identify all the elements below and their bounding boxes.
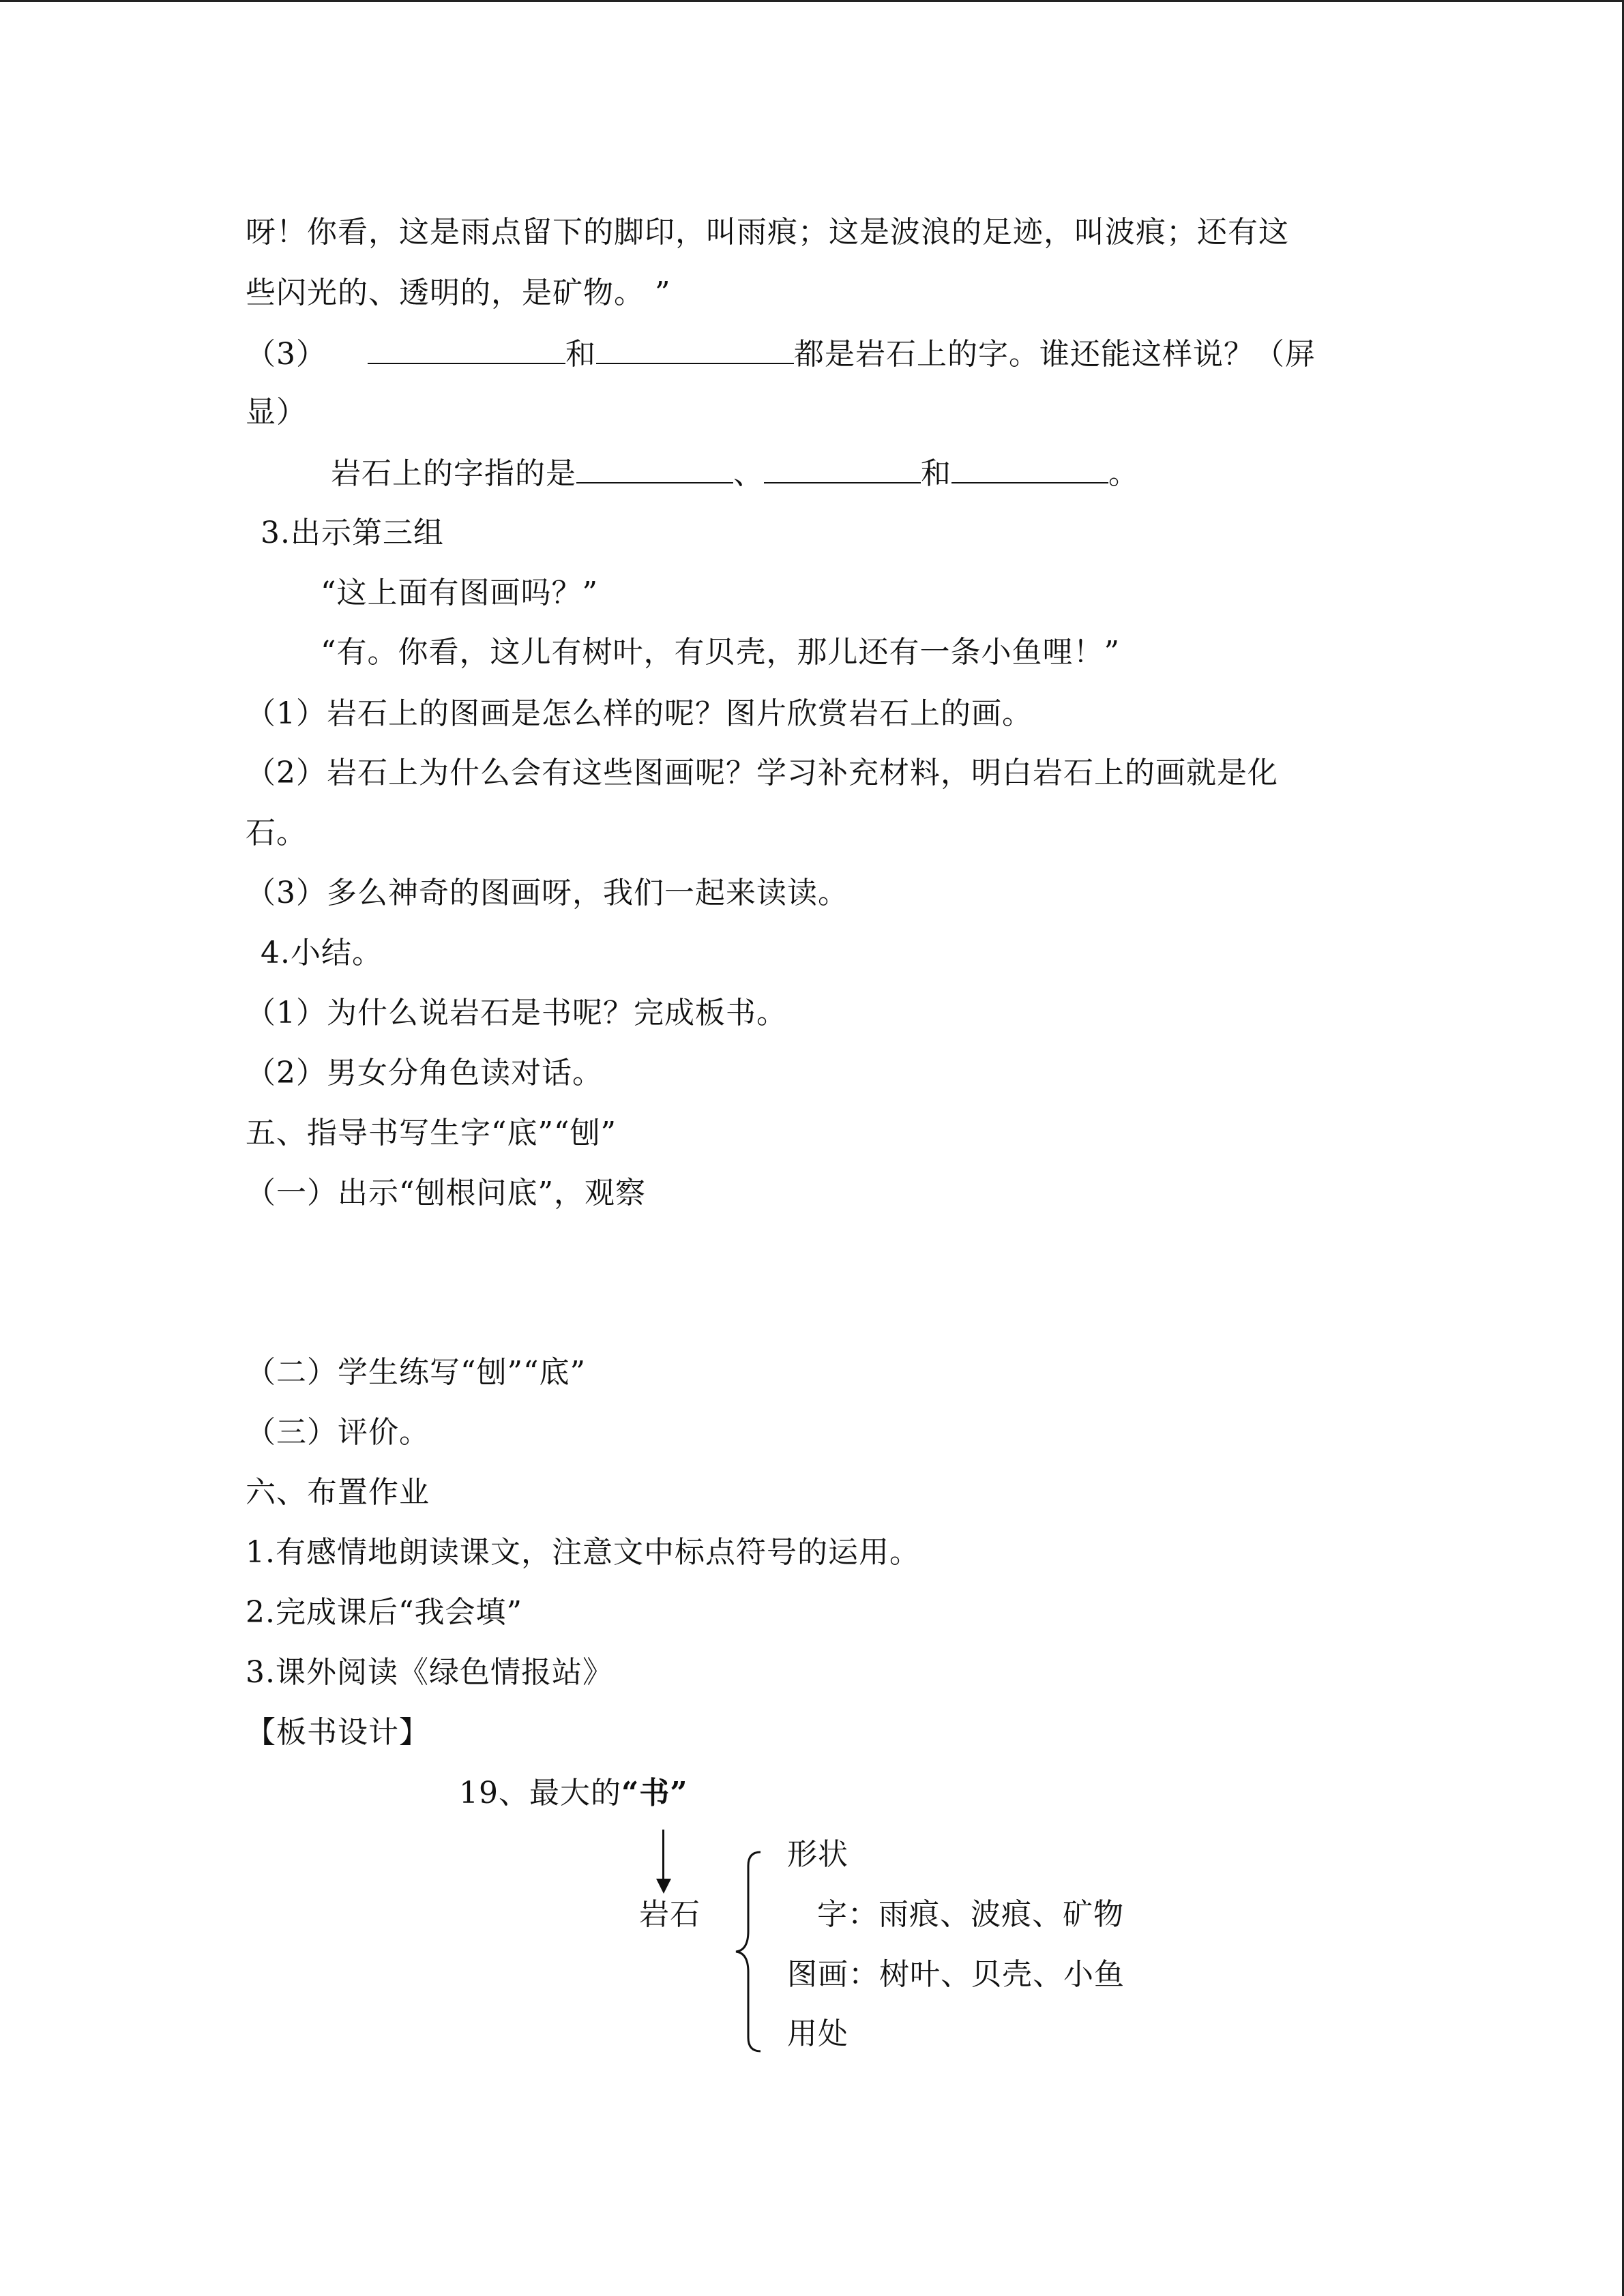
- dialogue-line: “这上面有图画吗？”: [321, 576, 598, 610]
- board-title: 19、最大的“书”: [459, 1776, 688, 1810]
- board-item: 形状: [787, 1837, 848, 1872]
- homework-item: 2.完成课后“我会填”: [246, 1595, 522, 1630]
- board-subject: 岩石: [639, 1897, 700, 1932]
- fill-blank-sentence: 岩石上的字指的是 、 和 。: [331, 456, 1139, 491]
- paragraph-line: （一）出示“刨根问底”，观察: [246, 1176, 646, 1210]
- paragraph-line: （三）评价。: [246, 1415, 430, 1450]
- paragraph-line: 石。: [246, 816, 307, 850]
- board-item: 用处: [787, 2016, 848, 2051]
- paragraph-line: （3）多么神奇的图画呀，我们一起来读读。: [246, 876, 848, 910]
- fill-blank-question-3: （3） 和 都是岩石上的字。谁还能这样说？（屏: [246, 337, 1316, 372]
- board-item: 图画：树叶、贝壳、小鱼: [787, 1957, 1125, 1992]
- homework-item: 1.有感情地朗读课文，注意文中标点符号的运用。: [246, 1535, 920, 1570]
- blank-field: [576, 455, 733, 483]
- arrow-down-icon: [662, 1830, 664, 1881]
- homework-item: 3.课外阅读《绿色情报站》: [246, 1655, 613, 1690]
- dialogue-line: “有。你看，这儿有树叶，有贝壳，那儿还有一条小鱼哩！”: [321, 635, 1120, 670]
- paragraph-line: 些闪光的、透明的，是矿物。 ”: [246, 275, 671, 310]
- section-heading: 六、布置作业: [246, 1475, 430, 1510]
- paragraph-line: （二）学生练写“刨”“底”: [246, 1355, 586, 1390]
- blank-field: [368, 336, 565, 364]
- board-design-heading: 【板书设计】: [246, 1715, 430, 1750]
- blank-field: [764, 455, 921, 483]
- section-heading: 五、指导书写生字“底”“刨”: [246, 1116, 617, 1150]
- paragraph-line: 显）: [246, 395, 307, 430]
- blank-field: [596, 336, 794, 364]
- section-heading: 3.出示第三组: [261, 516, 444, 550]
- paragraph-line: （2）男女分角色读对话。: [246, 1056, 603, 1090]
- paragraph-line: （1）为什么说岩石是书呢？完成板书。: [246, 996, 787, 1030]
- curly-brace-icon: [733, 1849, 767, 2054]
- blank-field: [951, 455, 1108, 483]
- paragraph-line: （1）岩石上的图画是怎么样的呢？图片欣赏岩石上的画。: [246, 696, 1033, 731]
- section-heading: 4.小结。: [261, 936, 383, 970]
- paragraph-line: 呀！你看，这是雨点留下的脚印，叫雨痕；这是波浪的足迹，叫波痕；还有这: [246, 215, 1289, 250]
- board-item: 字：雨痕、波痕、矿物: [817, 1897, 1124, 1932]
- page-top-border: [0, 0, 1624, 2]
- arrow-head-icon: [656, 1879, 671, 1894]
- paragraph-line: （2）岩石上为什么会有这些图画呢？学习补充材料，明白岩石上的画就是化: [246, 756, 1278, 790]
